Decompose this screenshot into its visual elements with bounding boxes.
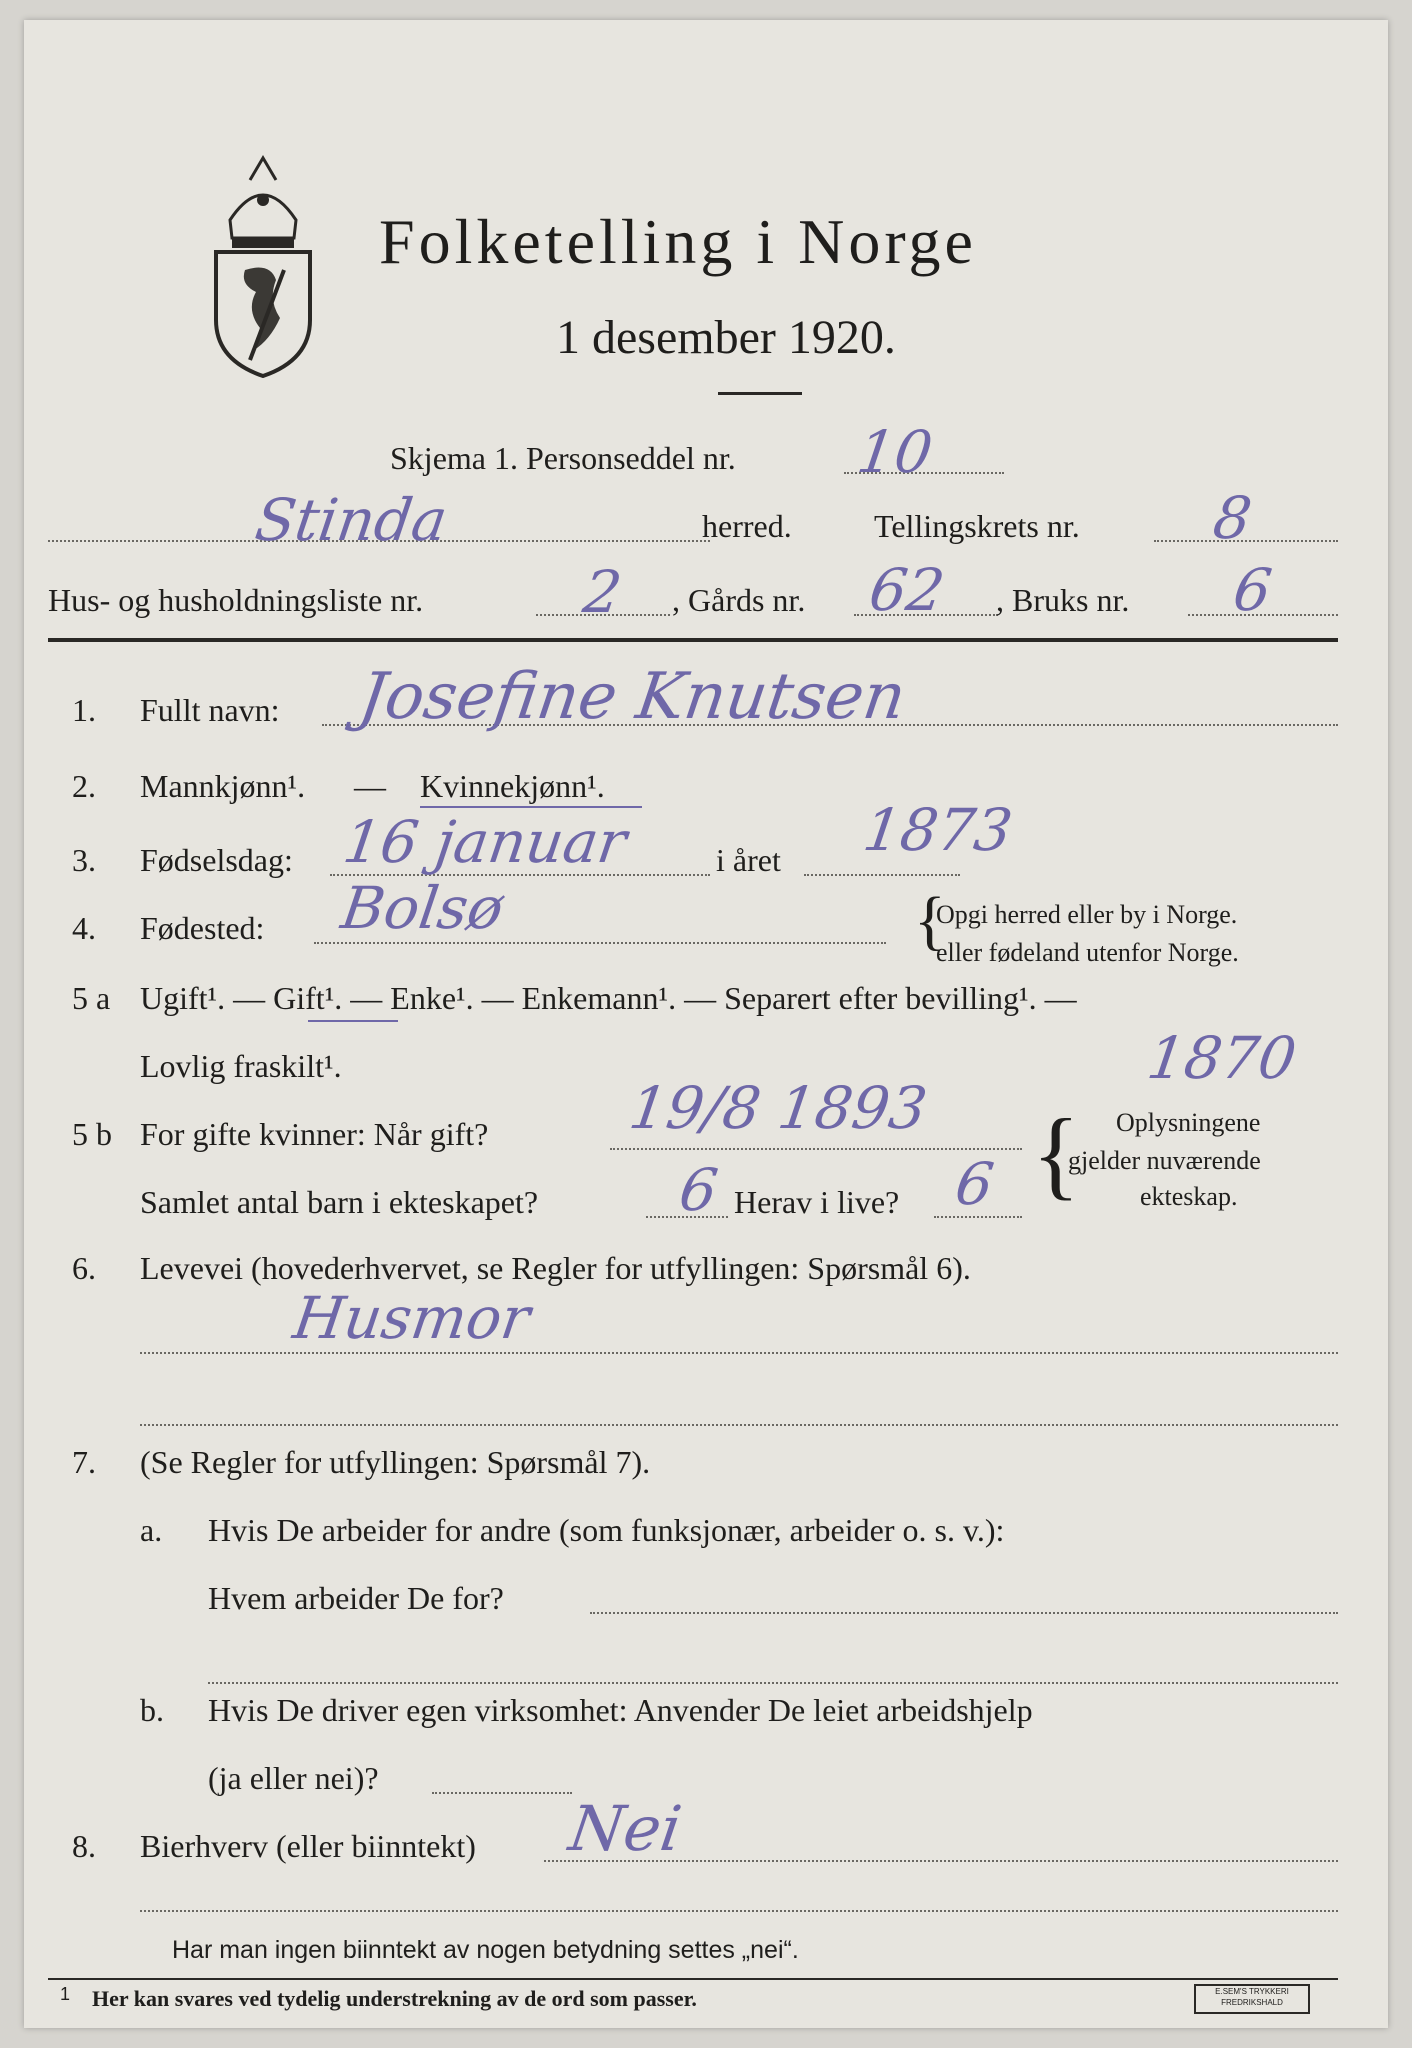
tellingskrets-nr[interactable]: 8 — [1209, 484, 1256, 552]
q3-year-line — [804, 874, 960, 876]
bruks-nr[interactable]: 6 — [1229, 556, 1276, 624]
q6-label: Levevei (hovederhvervet, se Regler for utfyllingen: Spørsmål 6). — [140, 1250, 971, 1286]
q3-number: 3. — [72, 842, 96, 878]
side-income-note: Har man ingen biinntekt av nogen betydning settes „nei“. — [172, 1936, 799, 1964]
printer-stamp — [1194, 1984, 1310, 2014]
q5b-extra-year[interactable]: 1870 — [1143, 1024, 1301, 1092]
q5b-note-line2: gjelder nuværende — [1068, 1146, 1261, 1175]
q4-label: Fødested: — [140, 910, 265, 946]
q8-number: 8. — [72, 1828, 96, 1864]
gards-label: , Gårds nr. — [672, 582, 806, 618]
q7-label: (Se Regler for utfyllingen: Spørsmål 7). — [140, 1444, 651, 1480]
q7a-answer-line2 — [208, 1682, 1338, 1684]
q8-side-income[interactable]: Nei — [564, 1792, 686, 1865]
printer-stamp-line1: E.SEM'S TRYKKERI — [1215, 1987, 1289, 1996]
q2-male: Mannkjønn¹. — [140, 768, 306, 804]
q7b-line1: Hvis De driver egen virksomhet: Anvender De leiet arbeidshjelp — [208, 1692, 1033, 1728]
q1-label: Fullt navn: — [140, 692, 280, 728]
q3-year-label: i året — [716, 842, 781, 878]
footer-rule — [48, 1978, 1338, 1980]
q6-number: 6. — [72, 1250, 96, 1286]
q3-birth-day[interactable]: 16 januar — [339, 808, 631, 876]
q4-brace: { — [914, 884, 946, 957]
title-divider — [718, 392, 802, 395]
q1-full-name[interactable]: Josefine Knutsen — [354, 660, 911, 734]
q7a-letter: a. — [140, 1512, 163, 1548]
q4-line — [314, 942, 886, 944]
q7b-answer-line — [432, 1792, 572, 1794]
census-date: 1 desember 1920. — [556, 311, 896, 364]
footnote-text: Her kan svares ved tydelig understrekning av de ord som passer. — [92, 1986, 697, 2011]
q7b-line2: (ja eller nei)? — [208, 1760, 379, 1796]
bruks-label: , Bruks nr. — [996, 582, 1130, 618]
q2-female: Kvinnekjønn¹. — [420, 768, 605, 804]
q5a-gift-underline — [308, 1020, 398, 1022]
q6-occupation[interactable]: Husmor — [289, 1284, 535, 1352]
herred-label: herred. — [702, 508, 792, 544]
census-form-page — [24, 20, 1388, 2028]
gards-nr[interactable]: 62 — [865, 556, 949, 624]
printer-stamp-line2: FREDRIKSHALD — [1221, 1998, 1283, 2007]
q4-note-line2: eller fødeland utenfor Norge. — [936, 938, 1239, 967]
q7-number: 7. — [72, 1444, 96, 1480]
tellingskrets-label: Tellingskrets nr. — [874, 508, 1080, 544]
q5b-alive-count[interactable]: 6 — [951, 1150, 998, 1218]
q7b-letter: b. — [140, 1692, 164, 1728]
q7a-line2: Hvem arbeider De for? — [208, 1580, 504, 1616]
q5b-brace: { — [1032, 1098, 1080, 1209]
q1-number: 1. — [72, 692, 96, 728]
q7a-answer-line1 — [590, 1612, 1338, 1614]
q5b-married-date[interactable]: 19/8 1893 — [625, 1074, 932, 1142]
q5b-alive-label: Herav i live? — [734, 1184, 900, 1220]
q5b-note-line3: ekteskap. — [1140, 1182, 1238, 1211]
q6-line1 — [140, 1352, 1338, 1354]
q8-label: Bierhverv (eller biinntekt) — [140, 1828, 476, 1864]
personseddel-nr[interactable]: 10 — [853, 418, 937, 486]
q4-birthplace[interactable]: Bolsø — [337, 874, 508, 942]
q5b-number: 5 b — [72, 1116, 112, 1152]
q7a-line1: Hvis De arbeider for andre (som funksjonær, arbeider o. s. v.): — [208, 1512, 1005, 1548]
form-title: Folketelling i Norge — [379, 206, 977, 277]
q5b-children-label: Samlet antal barn i ekteskapet? — [140, 1184, 539, 1220]
header-rule — [48, 638, 1338, 642]
herred-value[interactable]: Stinda — [251, 486, 452, 554]
q6-line2 — [140, 1424, 1338, 1426]
q3-label: Fødselsdag: — [140, 842, 293, 878]
q5b-children-count[interactable]: 6 — [675, 1156, 722, 1224]
norwegian-coat-of-arms-icon — [210, 150, 316, 378]
q5b-married-label: For gifte kvinner: Når gift? — [140, 1116, 489, 1152]
q5a-options: Ugift¹. — Gift¹. — Enke¹. — Enkemann¹. — Separert efter bevilling¹. — — [140, 980, 1077, 1016]
q3-birth-year[interactable]: 1873 — [859, 796, 1017, 864]
q8-line2 — [140, 1910, 1338, 1912]
q4-note-line1: Opgi herred eller by i Norge. — [936, 900, 1238, 929]
q2-separator: — — [354, 768, 386, 804]
skjema-label: Skjema 1. Personseddel nr. — [390, 440, 736, 476]
footnote-number: 1 — [60, 1984, 71, 2004]
q2-number: 2. — [72, 768, 96, 804]
q5a-number: 5 a — [72, 980, 111, 1016]
hus-nr[interactable]: 2 — [579, 558, 626, 626]
q5b-note-line1: Oplysningene — [1116, 1108, 1261, 1137]
q5a-options-cont: Lovlig fraskilt¹. — [140, 1048, 342, 1084]
q4-number: 4. — [72, 910, 96, 946]
hus-label: Hus- og husholdningsliste nr. — [48, 582, 424, 618]
